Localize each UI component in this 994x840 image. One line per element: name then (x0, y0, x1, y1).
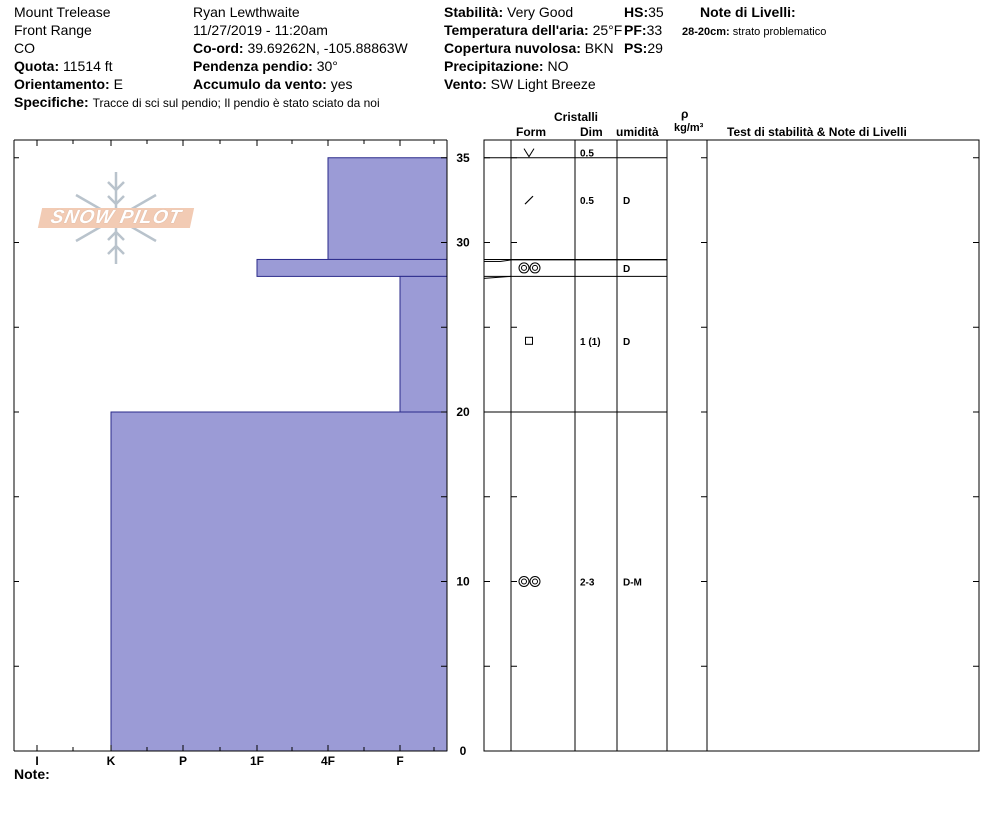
moisture-header: umidità (616, 125, 659, 139)
depth-tick-label-30: 30 (456, 235, 470, 250)
density-unit-header: kg/m³ (674, 122, 704, 134)
precip-particles-icon (524, 149, 534, 157)
layer-note-text: strato problematico (732, 26, 827, 38)
faceted-crystals-icon (526, 337, 533, 344)
air-temp-label: Temperatura dell'aria: (444, 22, 589, 38)
grain-size-1: 0.5 (580, 196, 594, 208)
air-temp-value: 25°F (592, 22, 623, 38)
sky-value: BKN (584, 40, 614, 56)
specifics-label: Specifiche: (14, 94, 89, 110)
note-label: Note: (14, 766, 50, 782)
melt-forms-circle-b-inner (533, 579, 538, 584)
melt-forms-circle-b (530, 263, 540, 273)
connector-a2 (500, 260, 511, 262)
hardness-tick-label-P: P (178, 754, 188, 768)
hardness-tick-label-I: I (35, 754, 39, 768)
hardness-tick-label-F: F (396, 754, 404, 768)
grain-size-4: 2-3 (580, 577, 595, 589)
location-name: Mount Trelease (14, 4, 111, 20)
form-header: Form (516, 125, 546, 139)
aspect-value: E (113, 76, 123, 92)
melt-forms-circle-b (530, 577, 540, 587)
layer-notes-label: Note di Livelli: (700, 4, 796, 20)
specifics-value: Tracce di sci sul pendio; Il pendio è stato sciato da noi (92, 96, 380, 110)
rho-header: ρ (681, 107, 689, 121)
wind-label: Vento: (444, 76, 487, 92)
hs-label: HS: (624, 4, 649, 20)
melt-forms-circle-a-inner (522, 579, 527, 584)
depth-tick-label-35: 35 (456, 150, 470, 165)
elevation-label: Quota: (14, 58, 60, 74)
melt-forms-circle-b-inner (533, 265, 538, 270)
range-name: Front Range (14, 22, 92, 38)
precip-particles-shape (524, 149, 534, 157)
wind-loading-label: Accumulo da vento: (193, 76, 327, 92)
stability-label: Stabilità: (444, 4, 504, 20)
grain-size-0: 0.5 (580, 148, 594, 160)
grain-size-3: 1 (1) (580, 336, 601, 348)
hardness-bar-2 (400, 276, 447, 412)
faceted-crystals-shape (526, 337, 533, 344)
slope-label: Pendenza pendio: (193, 58, 313, 74)
melt-forms-icon (519, 263, 540, 273)
observer-name: Ryan Lewthwaite (193, 4, 300, 20)
depth-tick-label-0: 0 (459, 744, 467, 758)
hs-value: 35 (648, 4, 664, 20)
decomposing-fragments-shape (525, 196, 533, 204)
state-name: CO (14, 40, 35, 56)
hardness-tick-label-1F: 1F (249, 754, 265, 768)
decomposing-fragments-icon (525, 196, 533, 204)
depth-tick-label-10: 10 (456, 574, 470, 589)
hardness-bar-0 (328, 158, 447, 260)
grain-moisture-3: D (623, 336, 631, 348)
elevation-value: 11514 ft (63, 58, 113, 74)
ps-label: PS: (624, 40, 648, 56)
coord-label: Co-ord: (193, 40, 244, 56)
hardness-bar-1 (257, 259, 447, 276)
melt-forms-icon (519, 577, 540, 587)
precip-value: NO (547, 58, 569, 74)
depth-tick-label-20: 20 (456, 405, 470, 419)
hardness-bar-3 (111, 412, 447, 751)
wind-value: SW Light Breeze (490, 76, 596, 92)
tests-header: Test di stabilità & Note di Livelli (727, 125, 907, 139)
size-header: Dim (580, 125, 603, 139)
slope-value: 30° (316, 58, 338, 74)
hardness-tick-label-K: K (106, 754, 116, 768)
grain-moisture-4: D-M (623, 577, 642, 589)
layer-note-range: 28-20cm: (682, 26, 730, 38)
pf-value: 33 (646, 22, 663, 38)
grain-moisture-2: D (623, 263, 631, 275)
coord-value: 39.69262N, -105.88863W (247, 40, 408, 56)
snowpilot-logo-text: SNOW PILOT (38, 208, 194, 228)
pf-label: PF: (624, 22, 647, 38)
melt-forms-circle-a-inner (522, 265, 527, 270)
melt-forms-circle-a (519, 577, 529, 587)
sky-label: Copertura nuvolosa: (444, 40, 581, 56)
grain-moisture-1: D (623, 196, 631, 208)
crystals-header: Cristalli (554, 110, 599, 124)
hardness-tick-label-4F: 4F (320, 754, 336, 768)
grain-table-frame (484, 140, 979, 751)
wind-loading-value: yes (330, 76, 353, 92)
stability-value: Very Good (507, 4, 574, 20)
aspect-label: Orientamento: (14, 76, 110, 92)
ps-value: 29 (647, 40, 663, 56)
precip-label: Precipitazione: (444, 58, 544, 74)
melt-forms-circle-a (519, 263, 529, 273)
observation-datetime: 11/27/2019 - 11:20am (193, 22, 328, 38)
